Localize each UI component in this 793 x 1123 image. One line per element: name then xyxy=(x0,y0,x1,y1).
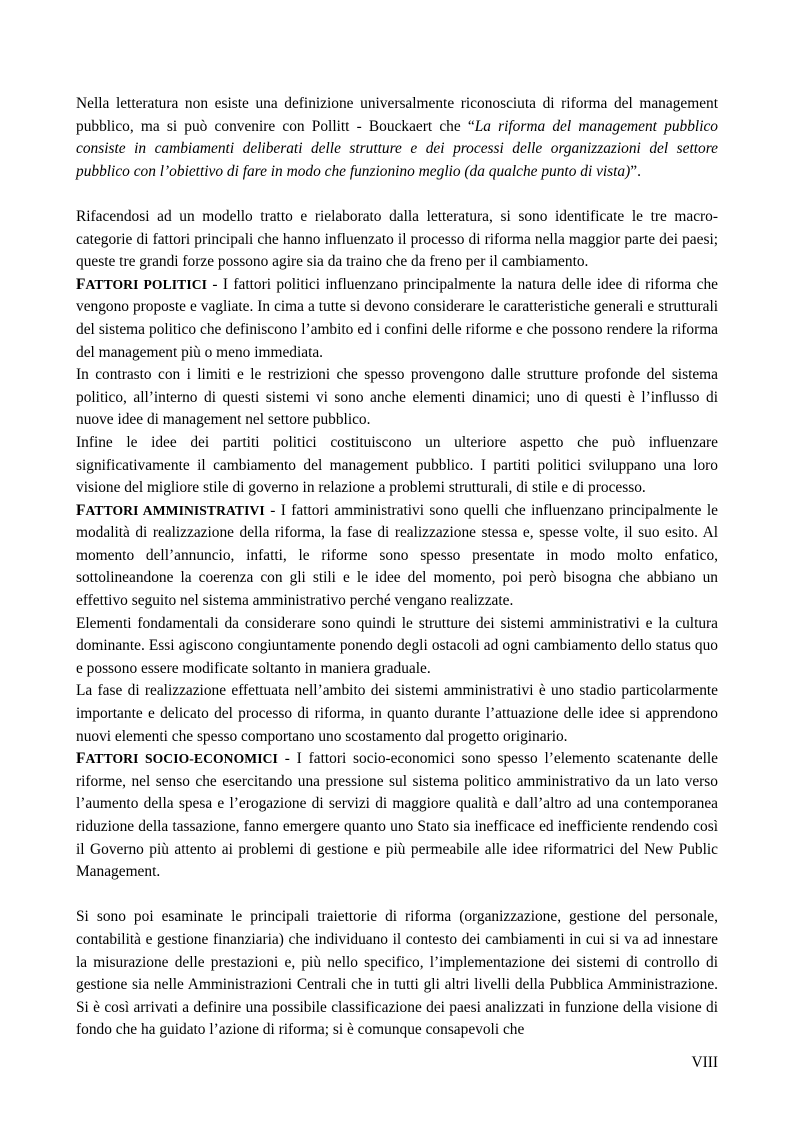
document-page xyxy=(76,93,718,1042)
paragraph-infine: Infine le idee dei partiti politici costituiscono un ulteriore aspetto che può influenzare significativamente il cambiamento del management pubblico. I partiti politici sviluppano una loro visione del migliore stile di governo in relazione a problemi strutturali, di stile e di processo. xyxy=(76,433,718,497)
paragraph-contrasto: In contrasto con i limiti e le restrizioni che spesso provengono dalle strutture profonde del sistema politico, all’interno di questi sistemi vi sono anche elementi dinamici; uno di questi è l’influsso di nuove idee di management nel settore pubblico. xyxy=(76,366,718,429)
pollitt-bouckaert-quote: La riforma del management pubblico consiste in cambiamenti deliberati delle strutture e dei processi delle organizzazioni del settore pubblico con l’obiettivo di fare in modo che funzionino meglio (da qualche punto di vista) xyxy=(76,117,718,180)
paragraph-fase: La fase di realizzazione effettuata nell’ambito dei sistemi amministrativi è uno stadio particolarmente importante e delicato del processo di riforma, in quanto durante l’attuazione delle idee si apprendono nuovi elementi che spesso comportano uno scostamento dal progetto originario. xyxy=(76,682,718,745)
heading-fattori-politici: FATTORI POLITICI xyxy=(76,275,208,293)
paragraph-fattori-amministrativi xyxy=(76,500,718,613)
page-number: VIII xyxy=(691,1054,718,1071)
paragraph-definition-end: ”. xyxy=(630,162,641,180)
paragraph-definition xyxy=(76,93,718,183)
paragraph-macro-categories: Rifacendosi ad un modello tratto e rielaborato dalla letteratura, si sono identificate le tre macro-categorie di fattori principali che hanno influenzato il processo di riforma nella maggior parte dei paesi; queste tre grandi forze possono agire sia da traino che da freno per il cambiamento. xyxy=(76,207,718,271)
paragraph-definition-text: Nella letteratura non esiste una definizione universalmente riconosciuta di riforma del management pubblico, ma si può convenire con Pollitt - Bouckaert che “ xyxy=(76,95,718,135)
heading-fattori-amministrativi: FATTORI AMMINISTRATIVI xyxy=(76,501,265,519)
heading-fattori-socio-economici: FATTORI SOCIO-ECONOMICI xyxy=(76,750,278,768)
fattori-amministrativi-text: - I fattori amministrativi sono quelli che influenzano principalmente le modalità di realizzazione della riforma, la fase di realizzazione stessa e, spesse volte, il suo esito. Al momento dell’annuncio, infatti, le riforme sono spesso presentate in modo molto enfatico, sottolineandone la coerenza con gli stili e le idee del momento, poi però bisogna che abbiano un effettivo seguito nel sistema amministrativo perché vengano realizzate. xyxy=(76,501,718,610)
paragraph-elementi: Elementi fondamentali da considerare sono quindi le strutture dei sistemi amministrativi e la cultura dominante. Essi agiscono congiuntamente ponendo degli ostacoli ad ogni cambiamento dello status quo e possono essere modificate soltanto in maniera graduale. xyxy=(76,614,718,677)
fattori-politici-text: - I fattori politici influenzano principalmente la natura delle idee di riforma che vengono proposte e vagliate. In cima a tutte si devono considerare le caratteristiche generali e strutturali del sistema politico che definiscono l’ambito ed i confini delle riforme e che possono rendere la riforma del management più o meno immediata. xyxy=(76,275,718,361)
paragraph-traiettorie: Si sono poi esaminate le principali traiettorie di riforma (organizzazione, gestione del personale, contabilità e gestione finanziaria) che individuano il contesto dei cambiamenti in cui si va ad innestare la misurazione delle prestazioni e, più nello specifico, l’implementazione dei sistemi di controllo di gestione sia nelle Amministrazioni Centrali che in tutti gli altri livelli della Pubblica Amministrazione. Si è così arrivati a definire una possibile classificazione dei paesi analizzati in funzione della visione di fondo che ha guidato l’azione di riforma; si è comunque consapevoli che xyxy=(76,908,718,1039)
paragraph-spacer xyxy=(76,183,718,206)
paragraph-spacer xyxy=(76,884,718,907)
fattori-socio-economici-text: - I fattori socio-economici sono spesso l’elemento scatenante delle riforme, nel senso che esercitando una pressione sul sistema politico amministrativo da un lato verso l’aumento della spesa e l’erogazione di servizi di maggiore qualità e dall’altro ad una contemporanea riduzione della tassazione, fanno emergere quanto uno Stato sia inefficace ed inefficiente rendendo così il Governo più attento ai problemi di gestione e più permeabile alle idee riformatrici del New Public Management. xyxy=(76,750,718,881)
paragraph-fattori-politici xyxy=(76,274,718,364)
paragraph-fattori-socio-economici xyxy=(76,748,718,884)
